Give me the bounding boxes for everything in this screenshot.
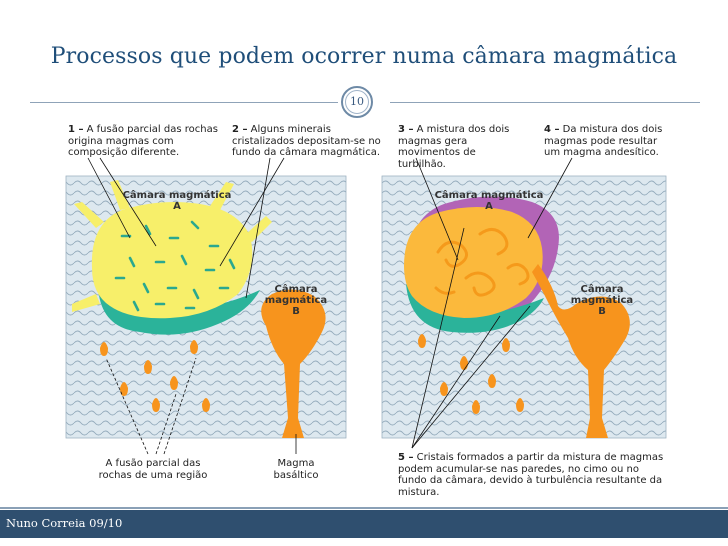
chamber-a-name: Câmara magmática xyxy=(122,190,232,201)
chamber-a-letter: A xyxy=(485,201,493,212)
page-number-badge xyxy=(341,86,373,118)
magma-chamber-figure xyxy=(60,118,674,496)
caption-5-text: Cristais formados a partir da mistura de magmas podem acumular-se nas paredes, no cimo ou no fundo da câmara, devido à turbulência resultante da mistura. xyxy=(398,452,664,498)
page-number: 10 xyxy=(350,95,364,108)
basaltic-line-1: Magma xyxy=(277,458,315,469)
caption-4-text: Da mistura dos dois magmas pode resultar um magma andesítico. xyxy=(544,124,663,158)
chamber-a-label-right xyxy=(424,190,554,212)
chamber-a-letter: A xyxy=(173,201,181,212)
chamber-b-name: Câmara magmática xyxy=(570,284,634,306)
slide-title: Processos que podem ocorrer numa câmara magmática xyxy=(50,44,678,69)
chamber-a-label-left xyxy=(112,190,242,212)
caption-4-number: 4 – xyxy=(544,124,560,135)
caption-3-number: 3 – xyxy=(398,124,414,135)
caption-partial-melting: A fusão parcial das rochas de uma região xyxy=(98,458,208,481)
caption-1-text: A fusão parcial das rochas origina magmas com composição diferente. xyxy=(68,124,218,158)
caption-3 xyxy=(398,124,526,170)
caption-5 xyxy=(398,452,670,498)
footer-author: Nuno Correia 09/10 xyxy=(6,516,123,530)
caption-5-number: 5 – xyxy=(398,452,414,463)
chamber-b-name: Câmara magmática xyxy=(264,284,328,306)
title-divider-right xyxy=(390,102,700,103)
caption-4 xyxy=(544,124,672,159)
caption-2-number: 2 – xyxy=(232,124,248,135)
footer-bar xyxy=(0,510,728,538)
chamber-b-letter: B xyxy=(598,306,606,317)
caption-3-text: A mistura dos dois magmas gera movimentos de turbilhão. xyxy=(398,124,510,170)
caption-2 xyxy=(232,124,392,159)
caption-1 xyxy=(68,124,224,159)
title-divider-left xyxy=(30,102,338,103)
caption-1-number: 1 – xyxy=(68,124,84,135)
chamber-b-label-left xyxy=(246,284,346,317)
caption-basaltic-magma xyxy=(256,458,336,481)
chamber-a-name: Câmara magmática xyxy=(434,190,544,201)
left-chamber-a xyxy=(92,202,252,318)
chamber-b-letter: B xyxy=(292,306,300,317)
chamber-b-label-right xyxy=(552,284,652,317)
basaltic-line-2: basáltico xyxy=(273,469,319,481)
caption-2-text: Alguns minerais cristalizados depositam-se no fundo da câmara magmática. xyxy=(232,124,381,158)
